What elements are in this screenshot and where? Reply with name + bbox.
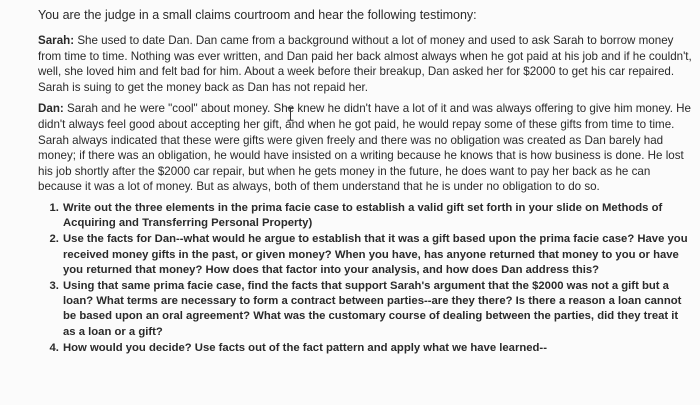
speaker-label: Sarah: bbox=[38, 34, 75, 47]
question-item: 3. Using that same prima facie case, find the facts that support Sarah's argument that the $2000 was not a gift but a loan? What terms are necessary to form a contract between parties--are they there? Is there a reason a loan cannot be based upon an oral agreement? What was the customary course of dealing between the parties, did they treat it as a loan or a gift? bbox=[62, 279, 692, 340]
question-list bbox=[38, 201, 692, 356]
text-cursor-icon bbox=[287, 107, 294, 121]
testimony-text: Sarah and he were "cool" about money. She knew he didn't have a lot of it and was always offering to give him money. He didn't always feel good about accepting her gift, and when he got paid, he would repay some of these gifts from time to time. Sarah always indicated that these were gifts were given freely and there was no obligation was created as Dan barely had money; if there was an obligation, he would have insisted on a writing because he knows that is how business is done. He lost his job shortly after the $2000 car repair, but when he gets money in the future, he does want to pay her back as he can because it was a lot of money. But as always, both of them understand that he is under no obligation to do so. bbox=[38, 102, 691, 194]
question-item: 1. Write out the three elements in the prima facie case to establish a valid gift set forth in your slide on Methods of Acquiring and Transferring Personal Property) bbox=[62, 201, 692, 231]
speaker-label: Dan: bbox=[38, 102, 64, 116]
intro-text: You are the judge in a small claims courtroom and hear the following testimony: bbox=[38, 8, 477, 22]
testimony-text: She used to date Dan. Dan came from a background without a lot of money and used to ask Sarah to borrow money from time to time. Nothing was ever written, and Dan paid her back almost always when he got paid at his job and if he couldn't, well, she loved him and felt bad for him. About a week before their breakup, Dan asked her for $2000 to get his car repaired. Sarah is suing to get the money back as Dan has not repaid her. bbox=[38, 34, 692, 94]
testimony-dan bbox=[38, 101, 692, 195]
testimony-sarah bbox=[38, 33, 692, 95]
question-item: 4. How would you decide? Use facts out of the fact pattern and apply what we have learned-- bbox=[62, 341, 692, 356]
question-item: 2. Use the facts for Dan--what would he argue to establish that it was a gift based upon the prima facie case? Have you received money gifts in the past, or given money? When you have, has anyone returned that money to you or have you returned that money? How does that factor into your analysis, and how does Dan address this? bbox=[62, 232, 692, 278]
